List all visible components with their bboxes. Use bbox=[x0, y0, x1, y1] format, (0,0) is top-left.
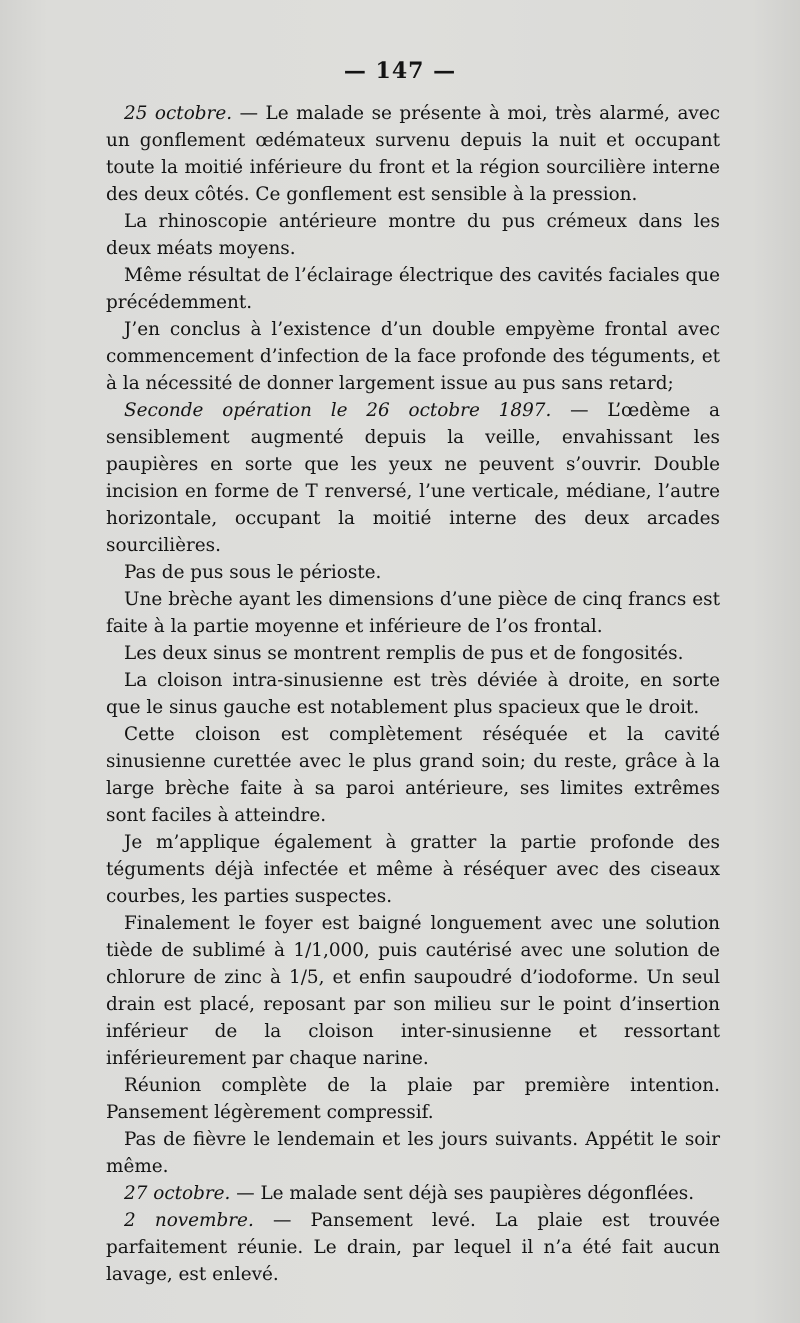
paragraph-text: — Le malade se présente à moi, très alarmé, avec un gonflement œdémateux survenu depuis la nuit et occupant toute la moitié inférieure du front et la région sourcilière interne des deux côtés. Ce gonflement est sensible à la pression. bbox=[106, 103, 720, 205]
body-text bbox=[106, 100, 720, 1288]
paragraph bbox=[106, 1207, 720, 1288]
paragraph-text: Finalement le foyer est baigné longuement avec une solution tiède de sublimé à 1/1,000, puis cautérisé avec une solution de chlorure de zinc à 1/5, et enfin saupoudré d’iodoforme. Un seul drain est placé, reposant par son milieu sur le point d’insertion inférieur de la cloison inter-sinusienne et ressortant inférieurement par chaque narine. bbox=[106, 913, 720, 1069]
paragraph bbox=[106, 721, 720, 829]
paragraph-text: Les deux sinus se montrent remplis de pus et de fongosités. bbox=[124, 643, 684, 664]
paragraph-text: La cloison intra-sinusienne est très déviée à droite, en sorte que le sinus gauche est notablement plus spacieux que le droit. bbox=[106, 670, 720, 718]
paragraph bbox=[106, 397, 720, 559]
paragraph bbox=[106, 1126, 720, 1180]
paragraph-text: Même résultat de l’éclairage électrique des cavités faciales que précédemment. bbox=[106, 265, 720, 313]
paragraph-text: J’en conclus à l’existence d’un double empyème frontal avec commencement d’infection de la face profonde des téguments, et à la nécessité de donner largement issue au pus sans retard; bbox=[106, 319, 720, 394]
date-heading: 2 novembre. bbox=[124, 1210, 254, 1231]
paragraph bbox=[106, 559, 720, 586]
paragraph-text: Cette cloison est complètement réséquée et la cavité sinusienne curettée avec le plus grand soin; du reste, grâce à la large brèche faite à sa paroi antérieure, ses limites extrêmes sont faciles à atteindre. bbox=[106, 724, 720, 826]
paragraph bbox=[106, 910, 720, 1072]
paragraph bbox=[106, 829, 720, 910]
page-number: — 147 — bbox=[343, 58, 457, 84]
paragraph bbox=[106, 316, 720, 397]
paragraph bbox=[106, 100, 720, 208]
paragraph bbox=[106, 262, 720, 316]
paragraph-text: — Pansement levé. La plaie est trouvée parfaitement réunie. Le drain, par lequel il n’a été fait aucun lavage, est enlevé. bbox=[106, 1210, 720, 1285]
date-heading: 25 octobre. bbox=[124, 103, 233, 124]
paragraph-text: Je m’applique également à gratter la partie profonde des téguments déjà infectée et même à réséquer avec des ciseaux courbes, les parties suspectes. bbox=[106, 832, 720, 907]
operation-heading: Seconde opération le 26 octobre 1897. bbox=[124, 400, 552, 421]
paragraph-text: La rhinoscopie antérieure montre du pus crémeux dans les deux méats moyens. bbox=[106, 211, 720, 259]
paragraph-text: Pas de pus sous le périoste. bbox=[124, 562, 382, 583]
paragraph bbox=[106, 208, 720, 262]
paragraph bbox=[106, 1072, 720, 1126]
paragraph-text: Une brèche ayant les dimensions d’une pièce de cinq francs est faite à la partie moyenne et inférieure de l’os frontal. bbox=[106, 589, 720, 637]
paragraph bbox=[106, 1180, 720, 1207]
paragraph bbox=[106, 640, 720, 667]
paragraph-text: — Le malade sent déjà ses paupières dégonflées. bbox=[230, 1183, 695, 1204]
date-heading: 27 octobre. bbox=[124, 1183, 231, 1204]
paragraph-text: — L’œdème a sensiblement augmenté depuis la veille, envahissant les paupières en sorte que les yeux ne peuvent s’ouvrir. Double incision en forme de T renversé, l’une verticale, médiane, l’autre horizontale, occupant la moitié interne des deux arcades sourcilières. bbox=[106, 400, 721, 556]
paragraph-text: Pas de fièvre le lendemain et les jours suivants. Appétit le soir même. bbox=[106, 1129, 720, 1177]
paragraph bbox=[106, 667, 720, 721]
paragraph bbox=[106, 586, 720, 640]
paragraph-text: Réunion complète de la plaie par première intention. Pansement légèrement compressif. bbox=[106, 1075, 720, 1123]
